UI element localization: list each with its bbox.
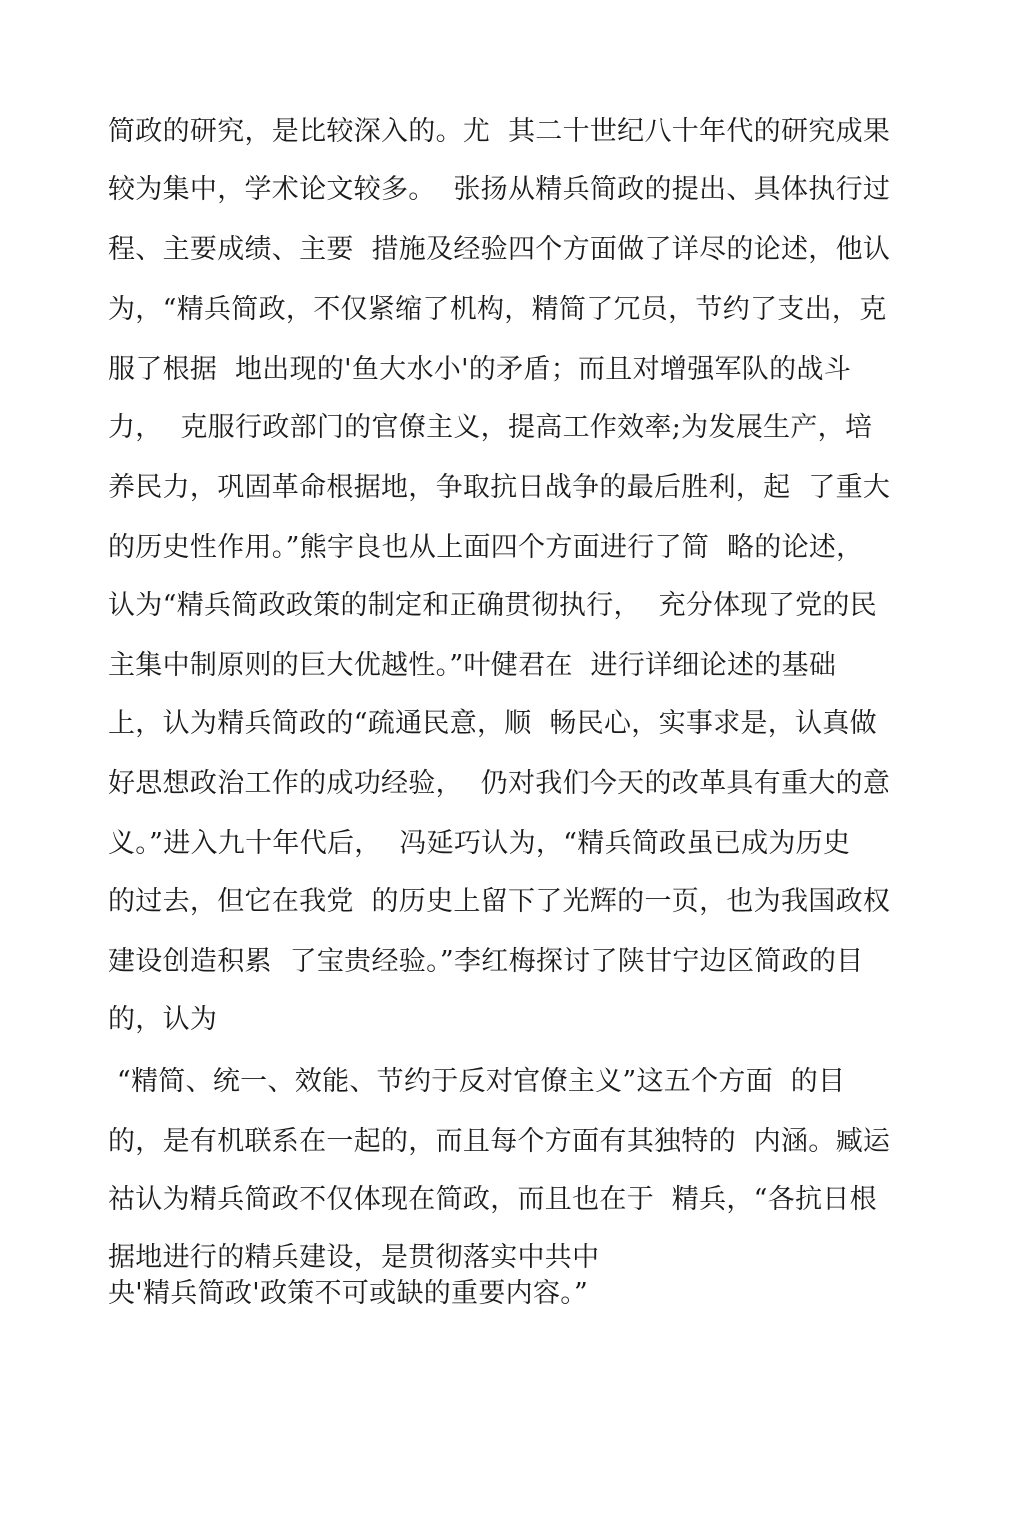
text-line: 力， 克服行政部门的官僚主义，提高工作效率;为发展生产，培: [108, 412, 873, 443]
text-line: 义。”进入九十年代后， 冯延巧认为，“精兵简政虽已成为历史: [108, 828, 851, 859]
text-line: 的历史性作用。”熊宇良也从上面四个方面进行了简 略的论述，: [108, 532, 864, 563]
text-line: 好思想政治工作的成功经验， 仍对我们今天的改革具有重大的意: [108, 768, 891, 799]
text-line: 认为“精兵简政政策的制定和正确贯彻执行， 充分体现了党的民: [108, 590, 877, 621]
text-line: 程、主要成绩、主要 措施及经验四个方面做了详尽的论述，他认: [108, 234, 891, 265]
text-line: 上，认为精兵简政的“疏通民意，顺 畅民心，实事求是，认真做: [108, 708, 877, 739]
text-line: 的，是有机联系在一起的，而且每个方面有其独特的 内涵。臧运: [108, 1126, 891, 1157]
text-line: “精简、统一、效能、节约于反对官僚主义”这五个方面 的目: [108, 1066, 846, 1097]
text-line: 的过去，但它在我党 的历史上留下了光辉的一页，也为我国政权: [108, 886, 891, 917]
text-line: 祜认为精兵简政不仅体现在简政，而且也在于 精兵，“各抗日根: [108, 1184, 877, 1215]
text-line: 为，“精兵简政，不仅紧缩了机构，精简了冗员，节约了支出，克: [108, 294, 887, 325]
text-line: 建设创造积累 了宝贵经验。”李红梅探讨了陕甘宁边区简政的目: [108, 946, 864, 977]
text-line: 较为集中，学术论文较多。 张扬从精兵简政的提出、具体执行过: [108, 174, 891, 205]
text-line: 据地进行的精兵建设，是贯彻落实中共中: [108, 1242, 600, 1273]
text-line: 养民力，巩固革命根据地，争取抗日战争的最后胜利，起 了重大: [108, 472, 891, 503]
text-line: 央'精兵简政'政策不可或缺的重要内容。”: [108, 1278, 589, 1309]
text-line: 服了根据 地出现的'鱼大水小'的矛盾；而且对增强军队的战斗: [108, 354, 852, 385]
text-line: 的，认为: [108, 1004, 218, 1035]
text-line: 简政的研究，是比较深入的。尤 其二十世纪八十年代的研究成果: [108, 116, 891, 147]
text-line: 主集中制原则的巨大优越性。”叶健君在 进行详细论述的基础: [108, 650, 837, 681]
